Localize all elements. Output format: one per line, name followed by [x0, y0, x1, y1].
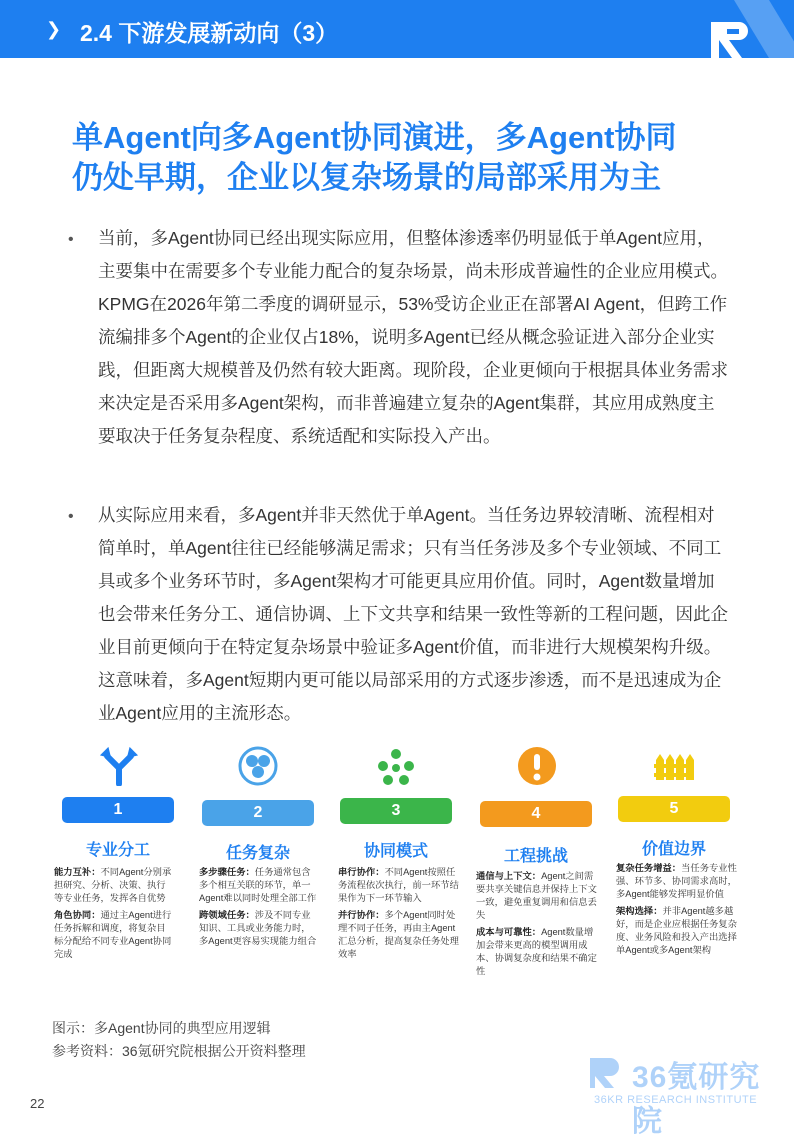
figure-caption: 图示：多Agent协同的典型应用逻辑 — [52, 1020, 271, 1036]
brand-logo-icon — [664, 0, 794, 58]
headline-line-1: 单Agent向多Agent协同演进，多Agent协同 — [72, 120, 677, 155]
layers-circle-icon — [238, 746, 278, 786]
page-number: 22 — [30, 1096, 45, 1111]
card-title-2: 任务复杂 — [225, 845, 290, 862]
body-paragraph-2: 从实际应用来看，多Agent并非天然优于单Agent。当任务边界较清晰、流程相对简单时，单Agent往往已经能够满足需求；只有当任务涉及多个专业领域、不同工具或多个业务环节时，多Agent架构才可能更具应用价值。同时，Agent数量增加也会带来任务分工、通信协调、上下文共享和结果一致性等新的工程问题，因此企业目前更倾向于在特定复杂场景中验证多Agent价值，而非进行大规模架构升级。这意味着，多Agent短期内更可能以局部采用的方式逐步渗透，而不是迅速成为企业Agent应用的主流形态。 — [98, 505, 728, 723]
fence-icon — [654, 746, 694, 786]
card-number-4: 4 — [480, 801, 592, 827]
body-paragraph-1: 当前，多Agent协同已经出现实际应用，但整体渗透率仍明显低于单Agent应用，主要集中在需要多个专业能力配合的复杂场景，尚未形成普遍性的企业应用模式。KPMG在2026年第二季度的调研显示，53%受访企业正在部署AI Agent，但跨工作流编排多个Agent的企业仅占18%，说明多Agent已经从概念验证进入部分企业实践，但距离大规模普及仍然有较大距离。现阶段，企业更倾向于根据具体业务需求来决定是否采用多Agent架构，而非普遍建立复杂的Agent集群，其应用成熟度主要取决于任务复杂程度、系统适配和实际投入产出。 — [98, 228, 728, 446]
card-number-3: 3 — [340, 798, 452, 824]
card-description-5: 复杂任务增益：当任务专业性强、环节多、协同需求高时，多Agent能够发挥明显价值 架构选择：并非Agent越多越好，而是企业应根据任务复杂度、业务风险和投入产出选择单Agent或多Agent架构 — [616, 863, 737, 955]
card-number-1: 1 — [62, 797, 174, 823]
card-number-2: 2 — [202, 800, 314, 826]
section-header-bar — [0, 0, 794, 58]
watermark-subtext: 36KR RESEARCH INSTITUTE — [594, 1094, 758, 1106]
card-title-4: 工程挑战 — [503, 848, 568, 865]
watermark-text: 36氪研究院 — [632, 1061, 761, 1138]
bullet-point: • — [68, 231, 74, 248]
warning-icon — [517, 746, 557, 786]
source-caption: 参考资料：36氪研究院根据公开资料整理 — [52, 1043, 306, 1059]
team-network-icon — [376, 746, 416, 786]
card-title-5: 价值边界 — [641, 841, 706, 858]
card-description-2: 多步骤任务：任务通常包含多个相互关联的环节，单一Agent难以同时处理全部工作 跨领域任务：涉及不同专业知识、工具或业务能力时，多Agent更容易实现能力组合 — [199, 867, 317, 946]
card-title-3: 协同模式 — [363, 843, 428, 860]
bullet-point: • — [68, 508, 74, 525]
headline-line-2: 仍处早期，企业以复杂场景的局部采用为主 — [72, 160, 661, 195]
section-title: 2.4 下游发展新动向（3） — [80, 20, 339, 46]
fork-arrows-icon — [99, 746, 139, 786]
page-headline — [72, 118, 762, 198]
card-title-1: 专业分工 — [85, 842, 150, 859]
chevron-right-icon: ❯ — [46, 19, 62, 40]
card-description-3: 串行协作：不同Agent按照任务流程依次执行，前一环节结果作为下一环节输入 并行协作：多个Agent同时处理不同子任务，再由主Agent汇总分析，提高复杂任务处理效率 — [338, 867, 459, 959]
card-description-1: 能力互补：不同Agent分别承担研究、分析、决策、执行等专业任务，发挥各自优势 角色协同：通过主Agent进行任务拆解和调度，将复杂目标分配给不同专业Agent协同完成 — [54, 867, 172, 959]
card-number-5: 5 — [618, 796, 730, 822]
watermark — [590, 1050, 780, 1138]
watermark-logo-icon — [590, 1054, 626, 1090]
card-description-4: 通信与上下文：Agent之间需要共享关键信息并保持上下文一致，避免重复调用和信息丢失 成本与可靠性：Agent数量增加会带来更高的模型调用成本、协调复杂度和结果不确定性 — [476, 871, 597, 976]
